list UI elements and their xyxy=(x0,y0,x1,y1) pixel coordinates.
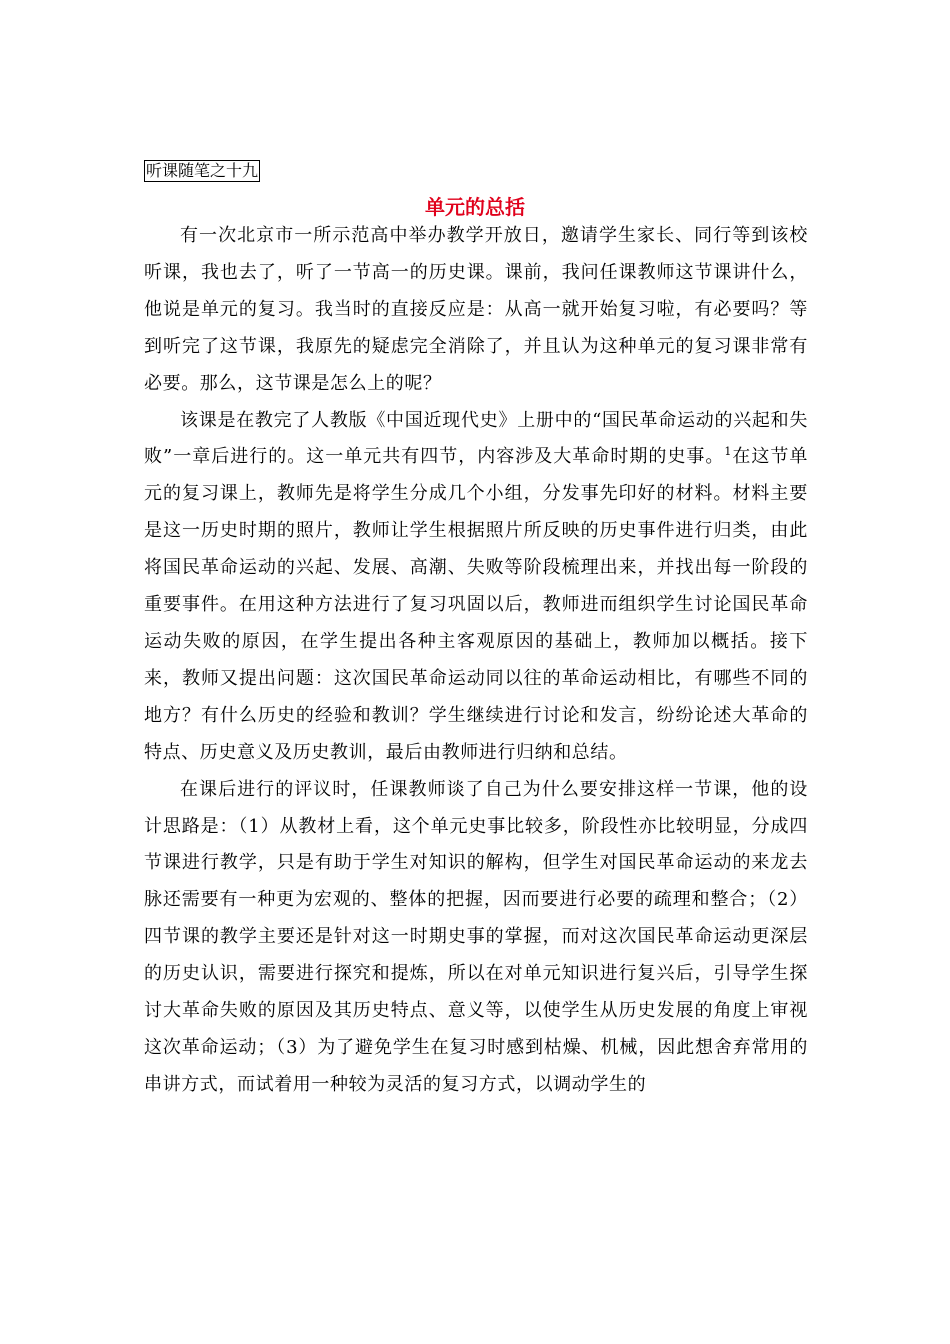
paragraph-2-text-after-note: 在这节单元的复习课上，教师先是将学生分成几个小组，分发事先印好的材料。材料主要是这一历史时期的照片，教师让学生根据照片所反映的历史事件进行归类，由此将国民革命运动的兴起、发展、高潮、失败等阶段梳理出来，并找出每一阶段的重要事件。在用这种方法进行了复习巩固以后，教师进而组织学生讨论国民革命运动失败的原因，在学生提出各种主客观原因的基础上，教师加以概括。接下来，教师又提出问题：这次国民革命运动同以往的革命运动相比，有哪些不同的地方？有什么历史的经验和教训？学生继续进行讨论和发言，纷纷论述大革命的特点、历史意义及历史教训，最后由教师进行归纳和总结。 xyxy=(144,446,808,763)
series-label: 听课随笔之十九 xyxy=(146,161,259,180)
paragraph-2 xyxy=(144,403,808,772)
footnote-mark: 1 xyxy=(724,445,732,459)
document-body xyxy=(144,218,808,1104)
paragraph-1: 有一次北京市一所示范高中举办教学开放日，邀请学生家长、同行等到该校听课，我也去了，听了一节高一的历史课。课前，我问任课教师这节课讲什么，他说是单元的复习。我当时的直接反应是：从高一就开始复习啦，有必要吗？等到听完了这节课，我原先的疑虑完全消除了，并且认为这种单元的复习课非常有必要。那么，这节课是怎么上的呢？ xyxy=(144,225,808,394)
paragraph-3: 在课后进行的评议时，任课教师谈了自己为什么要安排这样一节课，他的设计思路是：（1）从教材上看，这个单元史事比较多，阶段性亦比较明显，分成四节课进行教学，只是有助于学生对知识的解构，但学生对国民革命运动的来龙去脉还需要有一种更为宏观的、整体的把握，因而要进行必要的疏理和整合；（2）四节课的教学主要还是针对这一时期史事的掌握，而对这次国民革命运动更深层的历史认识，需要进行探究和提炼，所以在对单元知识进行复兴后，引导学生探讨大革命失败的原因及其历史特点、意义等，以使学生从历史发展的角度上审视这次革命运动；（3）为了避免学生在复习时感到枯燥、机械，因此想舍弃常用的串讲方式，而试着用一种较为灵活的复习方式，以调动学生的 xyxy=(144,778,808,1095)
document-title: 单元的总括 xyxy=(425,195,525,219)
paragraph-2-text-before-note: 该课是在教完了人教版《中国近现代史》上册中的“国民革命运动的兴起和失败”一章后进行的。这一单元共有四节，内容涉及大革命时期的史事。 xyxy=(144,409,808,468)
